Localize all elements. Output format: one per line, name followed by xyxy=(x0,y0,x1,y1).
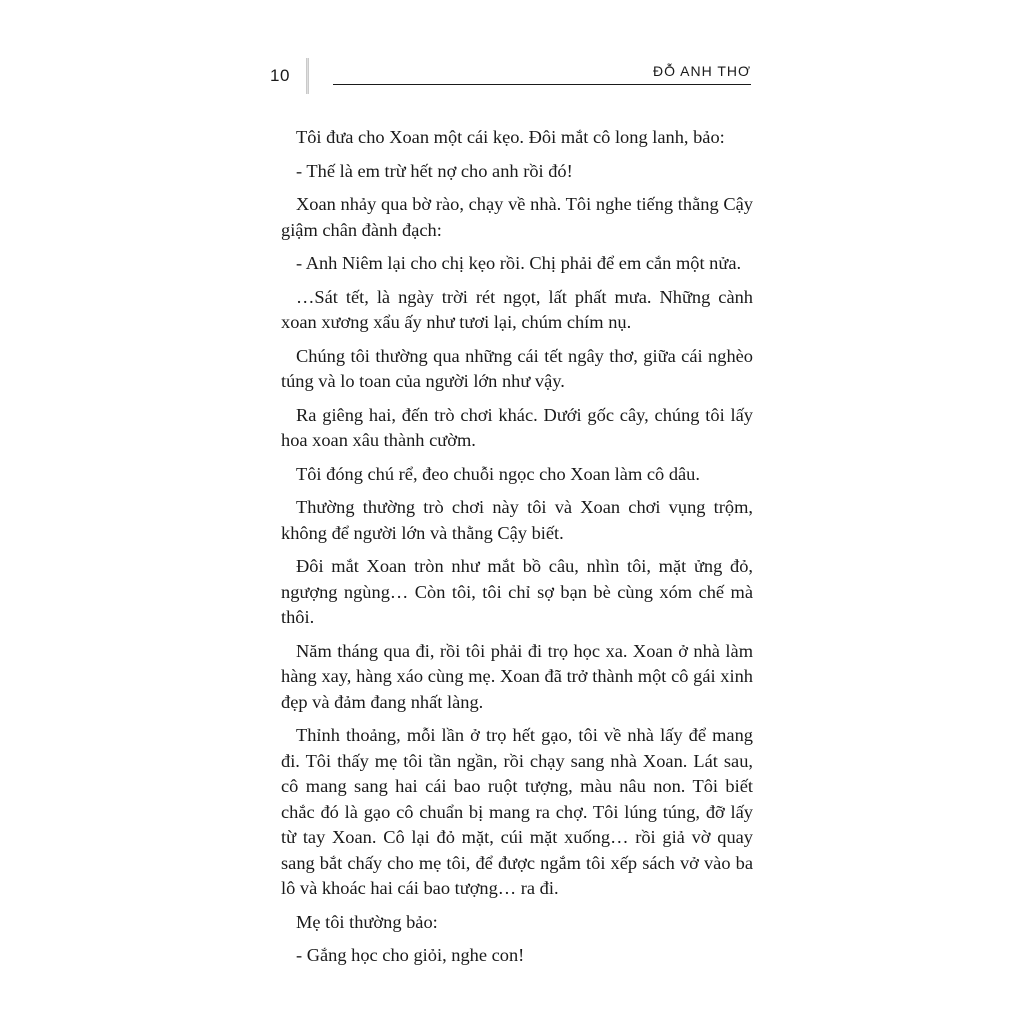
paragraph: Tôi đưa cho Xoan một cái kẹo. Đôi mắt cô long lanh, bảo: xyxy=(296,127,725,147)
running-header-author: ĐỖ ANH THƠ xyxy=(653,63,751,79)
paragraph: Đôi mắt Xoan tròn như mắt bồ câu, nhìn tôi, mặt ửng đỏ, ngượng ngùng… Còn tôi, tôi chỉ sợ bạn bè cùng xóm chế mà thôi. xyxy=(281,556,753,627)
gutter-divider xyxy=(306,58,309,94)
paragraph: Mẹ tôi thường bảo: xyxy=(296,911,438,932)
paragraph: Thường thường trò chơi này tôi và Xoan chơi vụng trộm, không để người lớn và thằng Cậy biết. xyxy=(281,497,753,543)
dialogue-line: - Anh Niêm lại cho chị kẹo rồi. Chị phải để em cắn một nửa. xyxy=(296,253,742,273)
dialogue-line: - Gắng học cho giỏi, nghe con! xyxy=(296,945,525,965)
paragraph: Năm tháng qua đi, rồi tôi phải đi trọ học xa. Xoan ở nhà làm hàng xay, hàng xáo cùng mẹ. Xoan đã trở thành một cô gái xinh đẹp và đảm đang nhất làng. xyxy=(281,640,753,712)
dialogue-line: - Thế là em trừ hết nợ cho anh rồi đó! xyxy=(296,160,573,181)
paragraph: Tôi đóng chú rể, đeo chuỗi ngọc cho Xoan làm cô dâu. xyxy=(296,463,700,484)
paragraph: Xoan nhảy qua bờ rào, chạy về nhà. Tôi nghe tiếng thằng Cậy giậm chân đành đạch: xyxy=(281,194,753,240)
paragraph: Thỉnh thoảng, mỗi lần ở trọ hết gạo, tôi về nhà lấy để mang đi. Tôi thấy mẹ tôi tần ngần, rồi chạy sang nhà Xoan. Lát sau, cô mang sang hai cái bao ruột tượng, màu nâu non. Tôi biết chắc đó là gạo cô chuẩn bị mang ra chợ. Tôi lúng túng, đỡ lấy từ tay Xoan. Cô lại đỏ mặt, cúi mặt xuống… rồi giả vờ quay sang bắt chấy cho mẹ tôi, để được ngắm tôi xếp sách vở vào ba lô và khoác hai cái bao tượng… ra đi. xyxy=(281,725,753,898)
body-text xyxy=(281,125,753,969)
paragraph: Ra giêng hai, đến trò chơi khác. Dưới gốc cây, chúng tôi lấy hoa xoan xâu thành cườm. xyxy=(281,404,753,450)
paragraph: …Sát tết, là ngày trời rét ngọt, lất phất mưa. Những cành xoan xương xẩu ấy như tươi lại, chúm chím nụ. xyxy=(281,286,753,332)
page-number: 10 xyxy=(270,66,290,85)
header-rule xyxy=(333,84,751,85)
paragraph: Chúng tôi thường qua những cái tết ngây thơ, giữa cái nghèo túng và lo toan của người lớn như vậy. xyxy=(281,345,753,391)
